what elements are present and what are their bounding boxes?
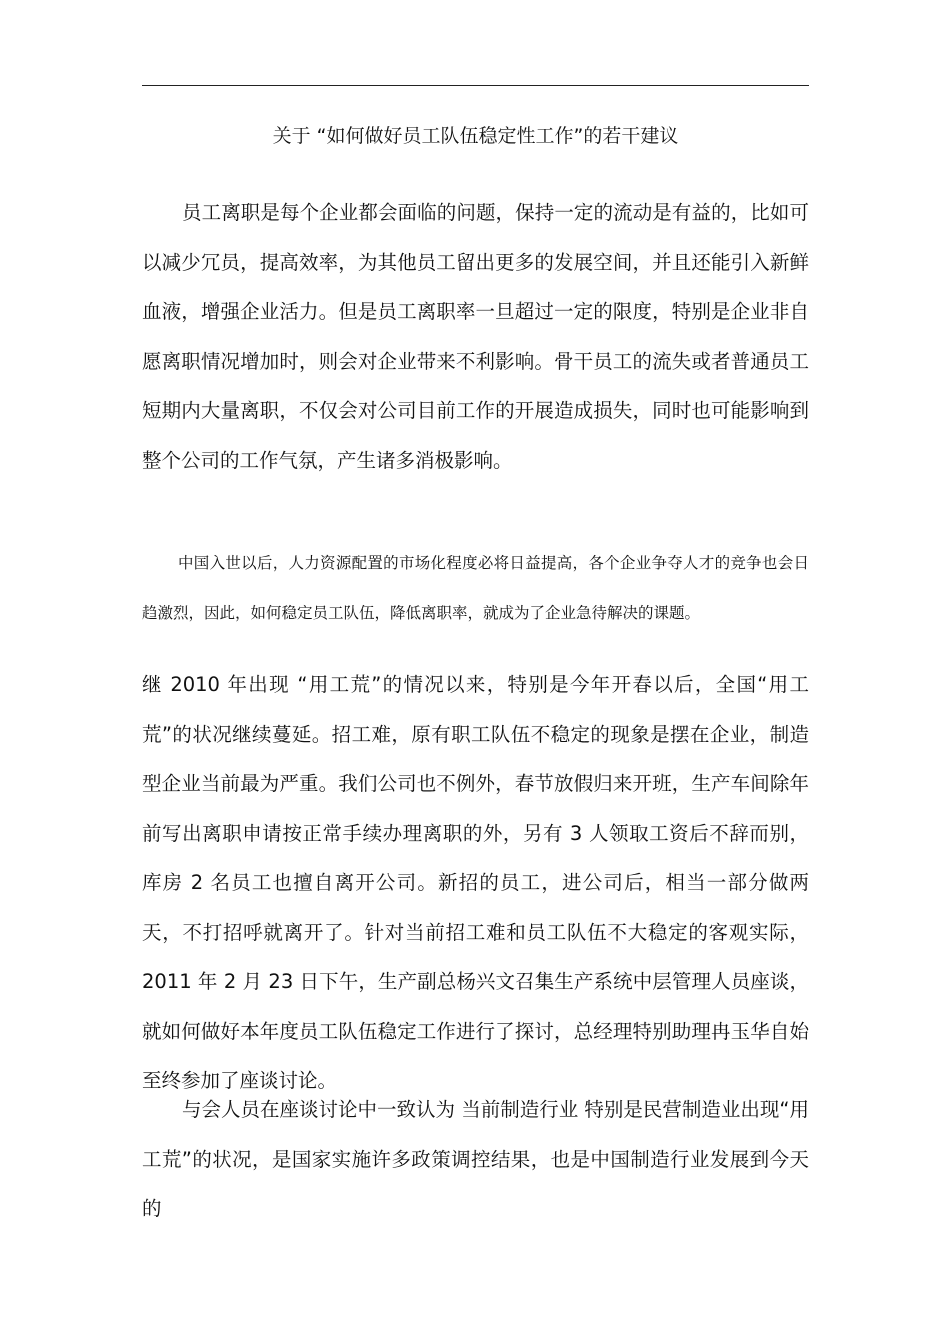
paragraph-3: 继 2010 年出现 “用工荒”的情况以来，特别是今年开春以后，全国“用工荒”的状况继续蔓延。招工难，原有职工队伍不稳定的现象是摆在企业，制造型企业当前最为严重。我们公司也不例外，春节放假归来开班，生产车间除年前写出离职申请按正常手续办理离职的外，另有 3 人领取工资后不辞而别，库房 2 名员工也擅自离开公司。新招的员工，进公司后，相当一部分做两天，不打招呼就离开了。针对当前招工难和员工队伍不大稳定的客观实际， 2011 年 2 月 23 日下午，生产副总杨兴文召集生产系统中层管理人员座谈，就如何做好本年度员工队伍稳定工作进行了探讨，总经理特别助理冉玉华自始至终参加了座谈讨论。 xyxy=(142,673,809,1092)
paragraph-4: 与会人员在座谈讨论中一致认为 当前制造行业 特别是民营制造业出现“用工荒”的状况，是国家实施许多政策调控结果，也是中国制造行业发展到今天的 xyxy=(142,1098,809,1220)
document-title: 关于 “如何做好员工队伍稳定性工作”的若干建议 xyxy=(272,125,679,147)
paragraph-1: 员工离职是每个企业都会面临的问题，保持一定的流动是有益的，比如可以减少冗员，提高效率，为其他员工留出更多的发展空间，并且还能引入新鲜血液，增强企业活力。但是员工离职率一旦超过一定的限度，特别是企业非自愿离职情况增加时，则会对企业带来不利影响。骨干员工的流失或者普通员工短期内大量离职，不仅会对公司目前工作的开展造成损失，同时也可能影响到整个公司的工作气氛，产生诸多消极影响。 xyxy=(142,201,809,472)
paragraph-2: 中国入世以后，人力资源配置的市场化程度必将日益提高，各个企业争夺人才的竞争也会日趋激烈，因此，如何稳定员工队伍，降低离职率，就成为了企业急待解决的课题。 xyxy=(142,554,809,622)
header-rule xyxy=(142,85,809,86)
